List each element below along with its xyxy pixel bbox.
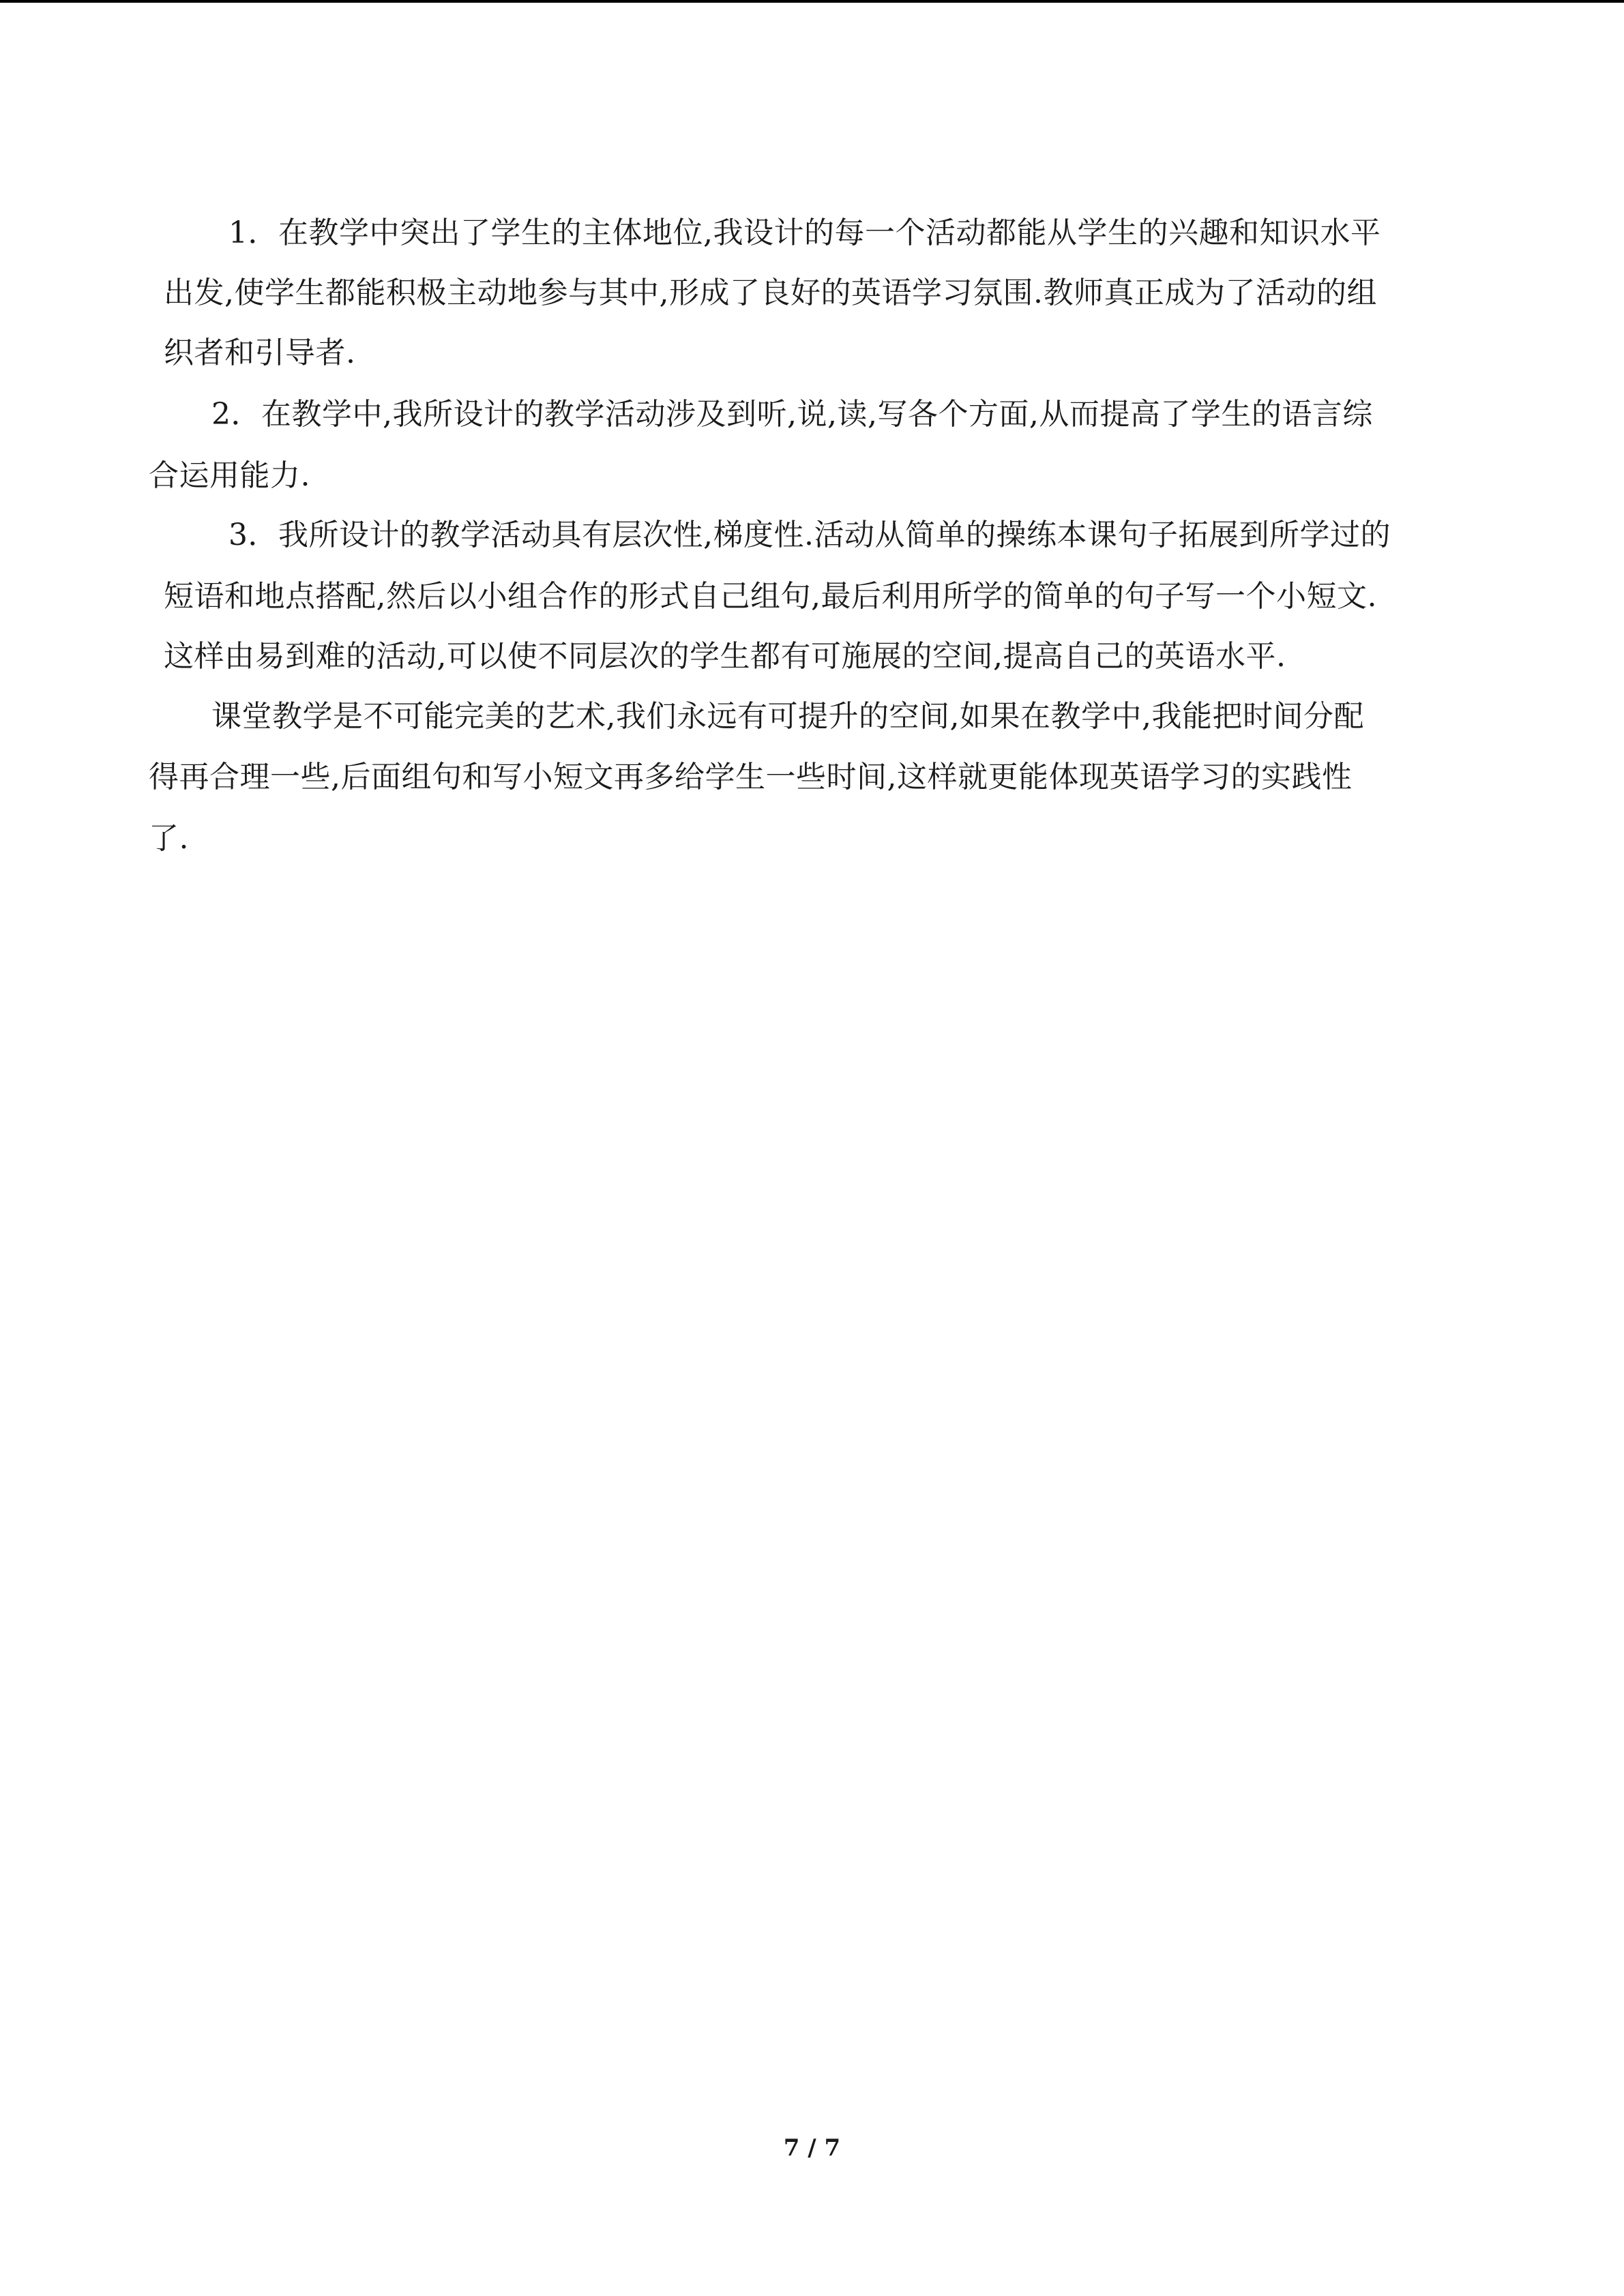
paragraph-3-line-1: 3．我所设计的教学活动具有层次性,梯度性.活动从简单的操练本课句子拓展到所学过的 [228, 518, 1391, 552]
paragraph-3-line-2: 短语和地点搭配,然后以小组合作的形式自己组句,最后利用所学的简单的句子写一个小短文. [164, 579, 1377, 614]
page-number: 7 / 7 [783, 2134, 841, 2162]
paragraph-1-line-3: 织者和引导者. [164, 336, 356, 370]
paragraph-1-line-2: 出发,使学生都能积极主动地参与其中,形成了良好的英语学习氛围.教师真正成为了活动的组 [164, 275, 1377, 310]
paragraph-3-line-3: 这样由易到难的活动,可以使不同层次的学生都有可施展的空间,提高自己的英语水平. [164, 639, 1286, 674]
paragraph-2-line-2: 合运用能力. [149, 458, 310, 493]
paragraph-4-line-1: 课堂教学是不可能完美的艺术,我们永远有可提升的空间,如果在教学中,我能把时间分配 [211, 699, 1364, 734]
paragraph-1-line-1: 1．在教学中突出了学生的主体地位,我设计的每一个活动都能从学生的兴趣和知识水平 [228, 215, 1381, 250]
paragraph-4-line-2: 得再合理一些,后面组句和写小短文再多给学生一些时间,这样就更能体现英语学习的实践性 [149, 760, 1353, 794]
paragraph-2-line-1: 2．在教学中,我所设计的教学活动涉及到听,说,读,写各个方面,从而提高了学生的语言综 [211, 397, 1373, 432]
paragraph-4-line-3: 了. [149, 821, 189, 856]
